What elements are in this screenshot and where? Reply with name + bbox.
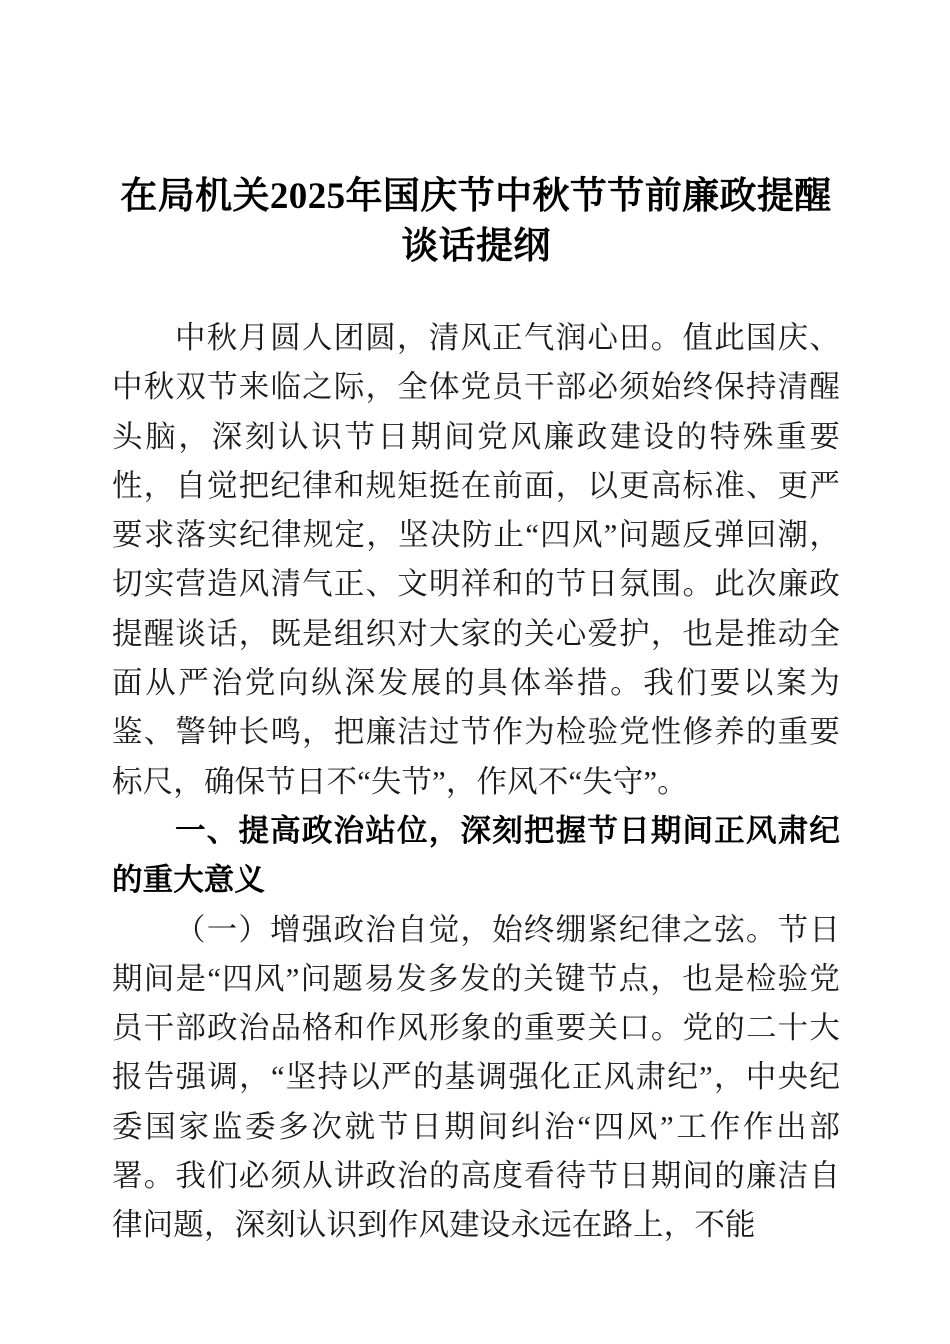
document-content: [112, 0, 840, 1251]
document-title-line-2: 谈话提纲: [401, 226, 551, 267]
paragraph-section-1-item-1: （一）增强政治自觉，始终绷紧纪律之弦。节日期间是“四风”问题易发多发的关键节点，也是检验党员干部政治品格和作风形象的重要关口。党的二十大报告强调，“坚持以严的基调强化正风肃纪”，中央纪委国家监委多次就节日期间纠治“四风”工作作出部署。我们必须从讲政治的高度看待节日期间的廉洁自律问题，深刻认识到作风建设永远在路上，不能: [112, 912, 840, 1243]
document-title-line-1: 在局机关2025年国庆节中秋节节前廉政提醒: [120, 176, 832, 217]
section-heading-1: 一、提高政治站位，深刻把握节日期间正风肃纪的重大意义: [112, 813, 840, 898]
document-body: [112, 272, 840, 1251]
paragraph-intro: 中秋月圆人团圆，清风正气润心田。值此国庆、中秋双节来临之际，全体党员干部必须始终保持清醒头脑，深刻认识节日期间党风廉政建设的特殊重要性，自觉把纪律和规矩挺在前面，以更高标准、更严要求落实纪律规定，坚决防止“四风”问题反弹回潮，切实营造风清气正、文明祥和的节日氛围。此次廉政提醒谈话，既是组织对大家的关心爱护，也是推动全面从严治党向纵深发展的具体举措。我们要以案为鉴、警钟长鸣，把廉洁过节作为检验党性修养的重要标尺，确保节日不“失节”，作风不“失守”。: [112, 321, 840, 799]
document-title: [112, 0, 840, 272]
